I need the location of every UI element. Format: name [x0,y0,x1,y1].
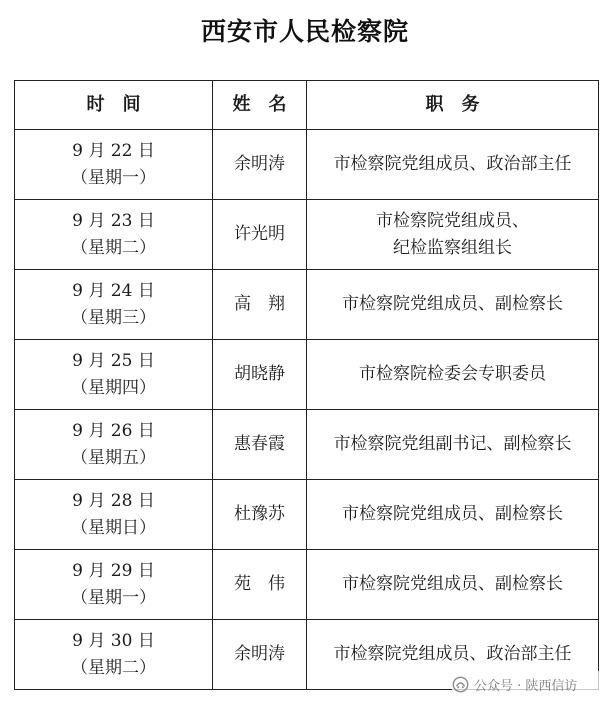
date-text: 9 月 28 日 [72,491,155,512]
role-cell [307,480,599,550]
date-text: 9 月 23 日 [72,211,155,232]
wechat-account-watermark [452,671,610,697]
date-cell [15,270,213,340]
role-text: 市检察院党组成员、政治部主任 [333,644,572,665]
date-cell [15,480,213,550]
role-text: 市检察院党组成员、副检察长 [342,574,563,595]
role-cell [307,130,599,200]
role-cell [307,550,599,620]
name-cell: 苑 伟 [213,550,307,620]
date-text: 9 月 24 日 [72,281,155,302]
table-row [15,340,599,410]
name-cell: 许光明 [213,200,307,270]
table-row [15,200,599,270]
date-text: 9 月 22 日 [72,141,155,162]
role-cell [307,410,599,480]
table-row [15,130,599,200]
table-row [15,480,599,550]
watermark-text: 公众号 · 陕西信访 [474,678,578,694]
role-text: 市检察院党组成员、政治部主任 [333,154,572,175]
table-row [15,410,599,480]
weekday-text: （星期五） [71,447,156,468]
date-text: 9 月 29 日 [72,561,155,582]
date-cell [15,340,213,410]
header-date: 时 间 [15,81,213,130]
page-title: 西安市人民检察院 [200,17,409,46]
wechat-official-account-icon [452,676,469,693]
weekday-text: （星期日） [71,517,156,538]
date-cell [15,410,213,480]
weekday-text: （星期三） [71,307,156,328]
date-text: 9 月 26 日 [72,421,155,442]
table-header-row [15,81,599,130]
role-text: 市检察院党组成员、副检察长 [342,504,563,525]
role-cell [307,340,599,410]
date-cell [15,550,213,620]
role-cell [307,270,599,340]
header-role: 职 务 [307,81,599,130]
date-text: 9 月 25 日 [72,351,155,372]
header-name: 姓 名 [213,81,307,130]
name-cell: 胡晓静 [213,340,307,410]
role-cell [307,200,599,270]
weekday-text: （星期一） [71,167,156,188]
role-text: 市检察院党组成员、副检察长 [342,294,563,315]
weekday-text: （星期二） [71,657,156,678]
date-cell [15,130,213,200]
table-row [15,270,599,340]
reception-schedule-table [14,80,599,690]
role-text-line1: 市检察院党组成员、 [376,211,529,232]
role-text: 市检察院党组副书记、副检察长 [333,434,572,455]
name-cell: 余明涛 [213,620,307,690]
role-text: 市检察院检委会专职委员 [359,364,546,385]
weekday-text: （星期二） [71,237,156,258]
role-text-line2: 纪检监察组组长 [393,237,512,258]
date-cell [15,620,213,690]
date-cell [15,200,213,270]
table-row [15,550,599,620]
name-cell: 惠春霞 [213,410,307,480]
name-cell: 杜豫苏 [213,480,307,550]
weekday-text: （星期四） [71,377,156,398]
name-cell: 高 翔 [213,270,307,340]
weekday-text: （星期一） [71,587,156,608]
date-text: 9 月 30 日 [72,631,155,652]
name-cell: 余明涛 [213,130,307,200]
